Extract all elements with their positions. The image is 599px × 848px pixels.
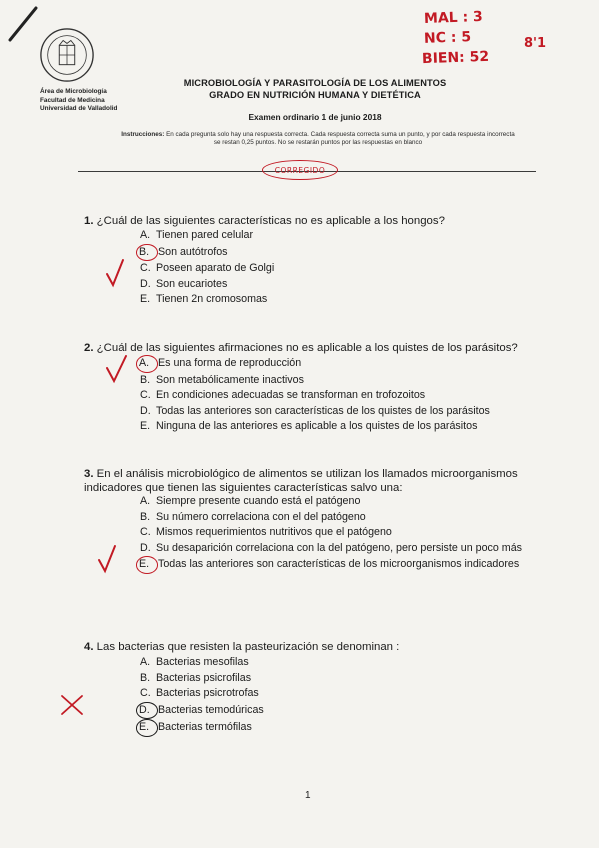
option-b[interactable]: B. Bacterias psicrofilas: [140, 671, 252, 684]
exam-date: Examen ordinario 1 de junio 2018: [248, 112, 382, 122]
selected-circle: E.: [136, 556, 158, 574]
question-1-options: [140, 228, 274, 308]
question-2-options: [140, 355, 490, 435]
course-title: MICROBIOLOGÍA Y PARASITOLOGÍA DE LOS ALIMENTOS: [183, 78, 447, 88]
question-1: [84, 214, 445, 228]
option-d[interactable]: D. Son eucariotes: [140, 277, 228, 290]
option-b[interactable]: B. Su número correlaciona con el del patógeno: [140, 510, 366, 523]
option-e[interactable]: E. Todas las anteriores son características de los microorganismos indicadores: [140, 556, 560, 574]
corrected-stamp: CORREGIDO: [262, 160, 338, 180]
correct-check-icon: [104, 354, 130, 384]
option-b[interactable]: B. Son metabólicamente inactivos: [140, 373, 304, 386]
university-seal-icon: [38, 26, 96, 84]
exam-title: [160, 78, 470, 101]
option-a[interactable]: A. Siempre presente cuando está el patógeno: [140, 495, 361, 507]
question-number: 1.: [84, 215, 94, 227]
selected-circle: D.: [136, 702, 158, 720]
option-e[interactable]: E. Ninguna de las anteriores es aplicable a los quistes de los parásitos: [140, 420, 478, 433]
question-3: [84, 467, 544, 495]
option-b[interactable]: B. Son autótrofos: [140, 244, 274, 262]
selected-circle: B.: [136, 244, 158, 262]
question-4: [84, 640, 399, 654]
option-a[interactable]: A. Tienen pared celular: [140, 229, 254, 241]
option-c[interactable]: C. Mismos requerimientos nutritivos que el patógeno: [140, 526, 392, 539]
option-e[interactable]: E. Bacterias termófilas: [140, 719, 264, 737]
selected-circle: A.: [136, 355, 158, 373]
department-line: Área de Microbiología: [40, 88, 107, 95]
grade-blank: NC : 5: [423, 29, 472, 47]
option-e[interactable]: E. Tienen 2n cromosomas: [140, 293, 268, 306]
page-number: 1: [305, 790, 311, 801]
final-score: 8'1: [524, 36, 547, 51]
instructions: [118, 131, 518, 147]
option-a[interactable]: A. Es una forma de reproducción: [140, 355, 490, 373]
department-block: [40, 88, 117, 114]
university-line: Universidad de Valladolid: [40, 105, 118, 113]
instructions-label: Instrucciones:: [121, 131, 165, 138]
question-number: 3.: [84, 468, 94, 480]
correct-check-icon: [96, 544, 118, 574]
option-a[interactable]: A. Bacterias mesofilas: [140, 656, 249, 668]
grade-wrong: MAL : 3: [423, 8, 484, 28]
question-stem: En el análisis microbiológico de alimentos se utilizan los llamados microorganismos indicadores que tienen las siguientes características salvo una:: [84, 468, 518, 494]
question-stem: ¿Cuál de las siguientes características no es aplicable a los hongos?: [96, 215, 445, 227]
option-d[interactable]: D. Todas las anteriores son características de los quistes de los parásitos: [140, 404, 490, 417]
grade-right: BIEN: 52: [421, 48, 490, 68]
option-c[interactable]: C. Poseen aparato de Golgi: [140, 262, 275, 275]
option-c[interactable]: C. Bacterias psicrotrofas: [140, 687, 259, 700]
degree-title: GRADO EN NUTRICIÓN HUMANA Y DIETÉTICA: [209, 89, 421, 100]
correct-circle: E.: [136, 719, 158, 737]
question-number: 2.: [84, 342, 94, 354]
question-number: 4.: [84, 641, 94, 653]
question-2: [84, 341, 518, 355]
instructions-text: En cada pregunta solo hay una respuesta correcta. Cada respuesta correcta suma un punto, y por cada respuesta incorrecta se restan 0,25 puntos. No se restarán puntos por las respuestas en blanco: [166, 131, 515, 146]
option-c[interactable]: C. En condiciones adecuadas se transforman en trofozoitos: [140, 389, 426, 402]
question-stem: Las bacterias que resisten la pasteurización se denominan :: [96, 641, 400, 653]
wrong-cross-icon: [60, 694, 84, 716]
question-3-options: [140, 494, 560, 574]
question-4-options: [140, 655, 264, 737]
faculty-line: Facultad de Medicina: [40, 96, 105, 104]
question-stem: ¿Cuál de las siguientes afirmaciones no es aplicable a los quistes de los parásitos?: [96, 342, 518, 354]
option-d[interactable]: D. Bacterias temodúricas: [140, 702, 264, 720]
correct-check-icon: [104, 258, 126, 288]
option-d[interactable]: D. Su desaparición correlaciona con la del patógeno, pero persiste un poco más: [140, 541, 522, 554]
